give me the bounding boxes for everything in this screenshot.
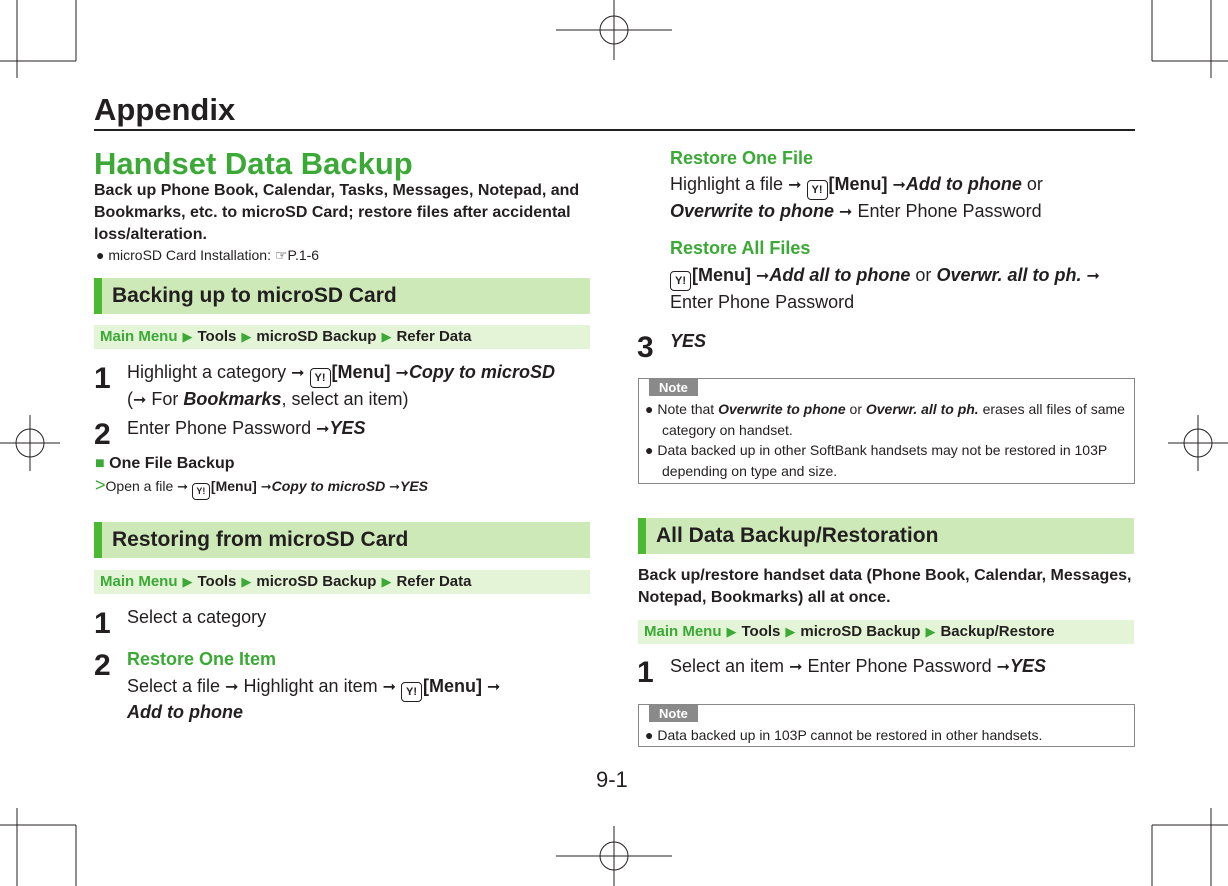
path-refer-data: Refer Data <box>396 573 472 590</box>
step-text-sub: (➞ For Bookmarks, select an item) <box>127 389 409 409</box>
menu-path-backup <box>94 325 590 349</box>
path-tools: Tools <box>197 328 237 345</box>
restore-one-file-text: Highlight a file ➞ Y! [Menu] ➞Add to phone or <box>670 171 1043 200</box>
section-heading-restore: Restoring from microSD Card <box>94 522 590 558</box>
note-box <box>638 378 1135 484</box>
step-number: 2 <box>94 418 111 451</box>
restore-one-file-text-2: Overwrite to phone ➞ Enter Phone Password <box>670 201 1042 221</box>
restore-one-file-label: Restore One File <box>670 148 814 168</box>
install-note-ref[interactable]: P.1-6 <box>287 247 320 263</box>
step-text: Select a category <box>127 607 267 627</box>
path-arrow-icon: ▶ <box>241 329 252 344</box>
step-text: YES <box>670 331 707 351</box>
path-microsd-backup: microSD Backup <box>256 328 377 345</box>
path-arrow-icon: ▶ <box>381 574 392 589</box>
step-text: Select an item ➞ Enter Phone Password ➞YES <box>670 656 1047 676</box>
note-line: category on handset. <box>662 422 793 438</box>
page-ref-icon: ☞ <box>274 247 288 263</box>
arrow-icon: ➞ <box>395 365 409 382</box>
yahoo-key-icon: Y! <box>310 368 331 388</box>
restore-one-item-add: Add to phone <box>127 702 243 722</box>
arrow-icon: ➞ <box>487 679 501 696</box>
note-box <box>638 704 1135 747</box>
path-main-menu: Main Menu <box>100 328 178 345</box>
note-line: ● Note that Overwrite to phone or Overwr. all to ph. erases all files of same <box>645 401 1125 417</box>
arrow-icon: ➞ <box>788 177 802 194</box>
path-arrow-icon: ▶ <box>381 329 392 344</box>
path-arrow-icon: ▶ <box>925 624 936 639</box>
page-number: 9-1 <box>596 767 628 792</box>
note-line: ● Data backed up in other SoftBank handsets may not be restored in 103P <box>645 442 1108 458</box>
path-arrow-icon: ▶ <box>241 574 252 589</box>
intro-line-2: Bookmarks, etc. to microSD Card; restore files after accidental <box>94 204 571 221</box>
install-note-text: microSD Card Installation: <box>108 247 275 263</box>
arrow-icon: ➞ <box>260 479 272 494</box>
sec3-intro-2: Notepad, Bookmarks) all at once. <box>638 589 891 606</box>
restore-all-label: Restore All Files <box>670 238 811 258</box>
intro-line-3: loss/alteration. <box>94 226 207 243</box>
yahoo-key-icon: Y! <box>670 271 691 291</box>
arrow-icon: ➞ <box>389 479 400 494</box>
arrow-icon: ➞ <box>177 479 189 494</box>
path-arrow-icon: ▶ <box>182 574 193 589</box>
arrow-icon: ➞ <box>316 421 330 438</box>
path-main-menu: Main Menu <box>644 623 722 640</box>
step-number: 3 <box>637 331 654 364</box>
restore-all-text-2: Enter Phone Password <box>670 292 855 312</box>
restore-all-text: Y! [Menu] ➞Add all to phone or Overwr. all to ph. ➞ <box>670 262 1100 291</box>
arrow-icon: ➞ <box>996 659 1011 676</box>
path-arrow-icon: ▶ <box>785 624 796 639</box>
menu-path-restore <box>94 570 590 594</box>
install-note <box>96 245 319 265</box>
arrow-icon: ➞ <box>789 659 803 676</box>
bullet-icon: ● <box>96 247 105 263</box>
path-arrow-icon: ▶ <box>726 624 737 639</box>
square-icon: ■ <box>95 455 105 472</box>
path-backup-restore: Backup/Restore <box>940 623 1055 640</box>
step-text: Highlight a category ➞ Y! [Menu] ➞Copy to microSD <box>127 359 555 388</box>
step-number: 2 <box>94 649 111 682</box>
section-heading-backup: Backing up to microSD Card <box>94 278 590 314</box>
note-tag: Note <box>649 379 698 396</box>
sub-text: >Open a file ➞ Y! [Menu] ➞Copy to microSD ➞YES <box>95 474 428 500</box>
path-tools: Tools <box>197 573 237 590</box>
chapter-title: Appendix <box>94 92 236 127</box>
note-line: depending on type and size. <box>662 463 838 479</box>
arrow-icon: ➞ <box>291 365 305 382</box>
arrow-icon: ➞ <box>1086 268 1100 285</box>
bullet-icon: ● <box>645 727 654 743</box>
sub-heading: ■ One File Backup <box>95 455 235 472</box>
path-microsd-backup: microSD Backup <box>800 623 921 640</box>
note-tag: Note <box>649 705 698 722</box>
section-heading-all-data: All Data Backup/Restoration <box>638 518 1134 554</box>
yahoo-key-icon: Y! <box>401 682 422 702</box>
intro-line-1: Back up Phone Book, Calendar, Tasks, Messages, Notepad, and <box>94 182 580 199</box>
step-number: 1 <box>94 362 111 395</box>
path-tools: Tools <box>741 623 781 640</box>
path-microsd-backup: microSD Backup <box>256 573 377 590</box>
arrow-icon: ➞ <box>756 268 770 285</box>
arrow-icon: ➞ <box>892 177 906 194</box>
note-line: ● Data backed up in 103P cannot be restored in other handsets. <box>645 727 1043 743</box>
step-number: 1 <box>637 656 654 689</box>
sec3-intro-1: Back up/restore handset data (Phone Book, Calendar, Messages, <box>638 567 1132 584</box>
path-arrow-icon: ▶ <box>182 329 193 344</box>
path-refer-data: Refer Data <box>396 328 472 345</box>
header-rule <box>94 129 1135 131</box>
page-title: Handset Data Backup <box>94 146 413 181</box>
restore-one-item-label: Restore One Item <box>127 649 277 669</box>
bullet-icon: ● <box>645 401 654 417</box>
bullet-icon: ● <box>645 442 654 458</box>
step-text: Enter Phone Password ➞YES <box>127 418 366 438</box>
yahoo-key-icon: Y! <box>807 180 828 200</box>
chevron-right-icon: > <box>95 475 106 495</box>
step-number: 1 <box>94 607 111 640</box>
yahoo-key-icon: Y! <box>192 483 210 500</box>
arrow-icon: ➞ <box>225 679 239 696</box>
arrow-icon: ➞ <box>839 204 853 221</box>
menu-path-all-data <box>638 620 1134 644</box>
path-main-menu: Main Menu <box>100 573 178 590</box>
arrow-icon: ➞ <box>382 679 396 696</box>
restore-one-item-text: Select a file ➞ Highlight an item ➞ Y! [Menu] ➞ <box>127 673 500 702</box>
arrow-icon: ➞ <box>133 392 147 409</box>
